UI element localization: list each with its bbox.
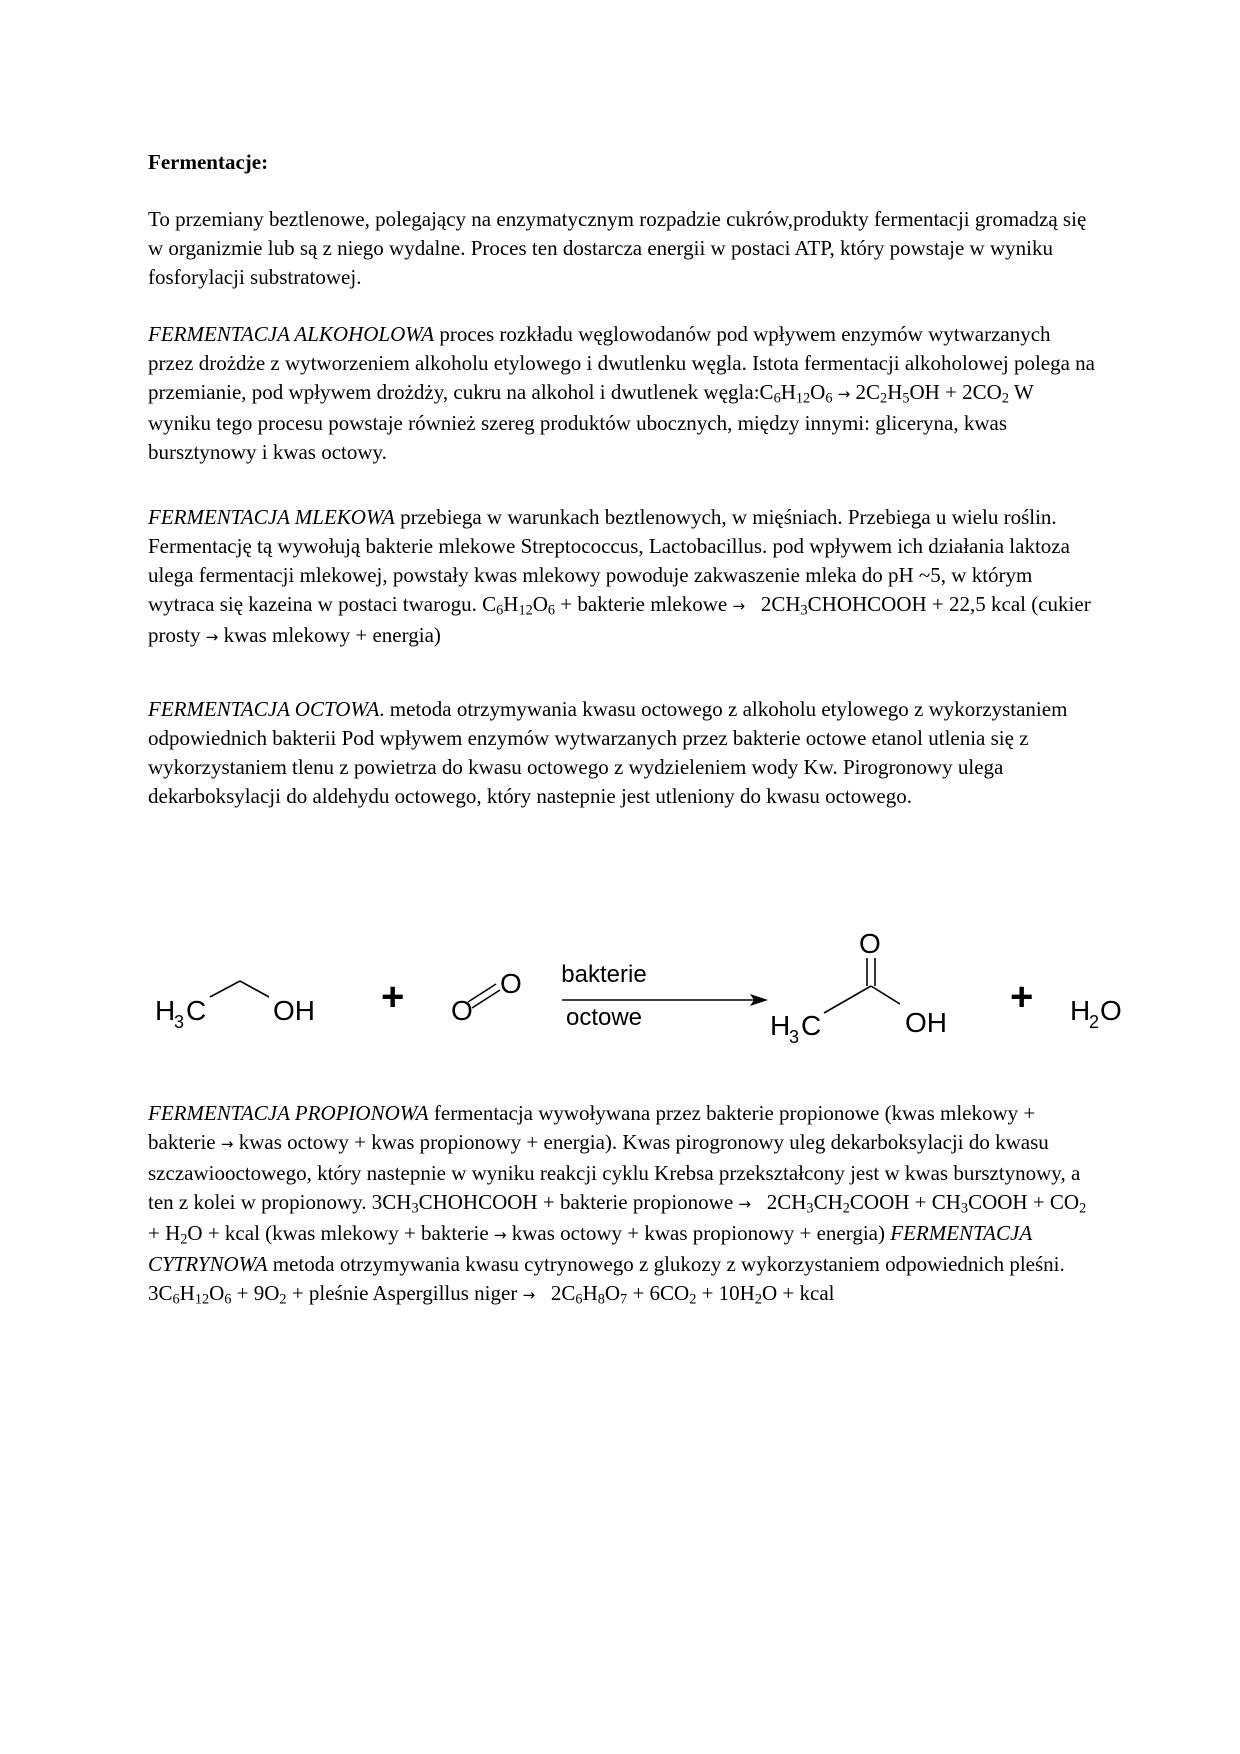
svg-text:H: H	[155, 995, 176, 1026]
alcohol-fermentation-text-after: W wyniku tego procesu powstaje również szereg produktów ubocznych, między innymi: gliceryna, kwas bursztynowy i kwas octowy.	[148, 380, 1034, 464]
alcohol-equation: $C_6H_{12}O_6 \to 2C_2H_5OH + 2CO_2$	[759, 380, 1009, 407]
alcohol-fermentation-text: proces rozkładu węglowodanów pod wpływem enzymów wytwarzanych przez drożdże z wytworzeniem alkoholu etylowego i dwutlenku węgla. Istota fermentacji alkoholowej polega na przemianie, pod wpływem drożdży, cukru na alkohol i dwutlenek węgla:	[148, 322, 1095, 404]
propionic-fermentation-title: FERMENTACJA PROPIONOWA	[148, 1101, 429, 1125]
reaction-arrow-icon: →	[522, 1286, 536, 1304]
reaction-arrow-group	[561, 961, 768, 1031]
page-heading: Fermentacje:	[148, 150, 269, 174]
propionic-text-1: fermentacja wywoływana przez bakterie propionowe (kwas mlekowy + bakterie	[148, 1101, 1036, 1154]
lactic-equation-middle: + bakterie mlekowe	[555, 592, 733, 616]
intro-paragraph: To przemiany beztlenowe, polegający na enzymatycznym rozpadzie cukrów,produkty fermentacji gromadzą się w organizmie lub są z niego wydalne. Proces ten dostarcza energii w postaci ATP, który powstaje w wyniku fosforylacji substratowej.	[148, 207, 1087, 289]
lactic-fermentation-text: przebiega w warunkach beztlenowych, w mięśniach. Przebiega u wielu roślin. Fermentację tą wywołują bakterie mlekowe Streptococcus, Lactobacillus. pod wpływem ich działania laktoza ulega fermentacji mlekowej, powstały kwas mlekowy powoduje zakwaszenie mleka do pH ~5, w którym wytraca się kazeina w postaci twarogu.	[148, 505, 1070, 616]
propionic-equation-middle: + bakterie propionowe	[537, 1190, 739, 1214]
citric-equation-tail: + kcal	[777, 1281, 835, 1305]
propionic-citric-paragraph: FERMENTACJA PROPIONOWA fermentacja wywoływana przez bakterie propionowe (kwas mlekowy + bakterie → kwas octowy + kwas propionowy + energia). Kwas pirogronowy uleg dekarboksylacji do kwasu szczawiooctowego, który nastepnie w wyniku reakcji cyklu Krebsa przekształcony jest w kwas bursztynowy, a ten z kolei w propionowy. $3CH_3CHOHCOOH$ + bakterie propionowe → $2CH_3CH_2COOH$ + $CH_3COOH + CO_2 + H_2O$ + kcal (kwas mlekowy + bakterie → kwas octowy + kwas propionowy + energia) FERMENTACJA CYTRYNOWA metoda otrzymywania kwasu cytrynowego z glukozy z wykorzystaniem odpowiednich pleśni. $3C_6H_{12}O_6 + 9O_2$ + pleśnie Aspergillus niger → $2C_6H_8O_7 + 6CO_2 + 10H_2O$ + kcal	[148, 1101, 1087, 1308]
ethanol-structure	[155, 981, 315, 1032]
acetic-fermentation-paragraph	[148, 695, 1098, 811]
citric-equation-middle: + 9O	[231, 1281, 280, 1305]
svg-text:OH: OH	[905, 1007, 947, 1038]
propionic-equation-tail-1: + kcal (kwas mlekowy + bakterie	[202, 1221, 494, 1245]
svg-text:C: C	[801, 1010, 822, 1041]
reaction-arrow-icon: →	[732, 597, 746, 615]
oxygen-structure	[451, 968, 522, 1026]
reaction-arrow-icon: →	[837, 385, 851, 403]
alcohol-fermentation-title: FERMENTACJA ALKOHOLOWA	[148, 322, 435, 346]
plus-sign: +	[381, 975, 405, 1019]
acetic-fermentation-text: . metoda otrzymywania kwasu octowego z alkoholu etylowego z wykorzystaniem odpowiednich bakterii Pod wpływem enzymów wytwarzanych przez bakterie octowe etanol utlenia się z wykorzystaniem tlenu z powietrza do kwasu octowego z wydzieleniem wody Kw. Pirogronowy ulega dekarboksylacji do aldehydu octowego, który nastepnie jest utleniony do kwasu octowego.	[148, 697, 1068, 808]
lactic-fermentation-paragraph: FERMENTACJA MLEKOWA przebiega w warunkach beztlenowych, w mięśniach. Przebiega u wielu roślin. Fermentację tą wywołują bakterie mlekowe Streptococcus, Lactobacillus. pod wpływem ich działania laktoza ulega fermentacji mlekowej, powstały kwas mlekowy powoduje zakwaszenie mleka do pH ~5, w którym wytraca się kazeina w postaci twarogu. $C_6H_{12}O_6$ + bakterie mlekowe → $2CH_3CHOHCOOH + 22,5$ kcal (cukier prosty → kwas mlekowy + energia)	[148, 505, 1091, 647]
svg-text:OH: OH	[273, 995, 315, 1026]
reaction-arrow-icon: →	[205, 628, 219, 646]
svg-text:O: O	[859, 928, 881, 959]
acetic-acid-structure	[770, 928, 947, 1047]
svg-text:O: O	[500, 968, 522, 999]
citric-text: metoda otrzymywania kwasu cytrynowego z glukozy z wykorzystaniem odpowiednich pleśni.	[267, 1252, 1065, 1276]
citric-fermentation-title: FERMENTACJA CYTRYNOWA	[148, 1221, 1032, 1276]
svg-text:O: O	[1100, 995, 1122, 1026]
svg-text:3: 3	[174, 1012, 185, 1032]
svg-text:H: H	[770, 1010, 791, 1041]
alcohol-fermentation-paragraph	[148, 320, 1098, 467]
water-structure	[1070, 995, 1122, 1032]
lactic-equation-energy: + 22,5 kcal (cukier prosty	[148, 592, 1091, 647]
reaction-arrow-icon: →	[493, 1226, 507, 1244]
reaction-arrow-icon: →	[738, 1195, 751, 1213]
lactic-equation-tail: kwas mlekowy + energia)	[218, 623, 441, 647]
acetic-fermentation-title: FERMENTACJA OCTOWA	[148, 697, 380, 721]
svg-text:C: C	[186, 995, 207, 1026]
citric-equation-fungi: + pleśnie Aspergillus niger	[286, 1281, 523, 1305]
propionic-text-2: kwas octowy + kwas propionowy + energia). Kwas pirogronowy uleg dekarboksylacji do kwasu szczawiooctowego, który nastepnie w wyniku reakcji cyklu Krebsa przekształcony jest w kwas bursztynowy, a ten z kolei w propionowy.	[148, 1130, 1081, 1214]
svg-text:O: O	[451, 995, 473, 1026]
svg-text:3: 3	[789, 1027, 800, 1047]
reaction-arrow-icon: →	[220, 1135, 234, 1153]
acetic-reaction-diagram	[148, 920, 1148, 1070]
plus-sign: +	[1010, 975, 1034, 1019]
lactic-fermentation-title: FERMENTACJA MLEKOWA	[148, 505, 395, 529]
svg-text:H: H	[1070, 995, 1091, 1026]
arrow-label-bottom: octowe	[565, 1004, 643, 1031]
acetic-reaction-figure	[148, 920, 1148, 1070]
propionic-equation-tail-2: kwas octowy + kwas propionowy + energia)	[506, 1221, 891, 1245]
svg-text:2: 2	[1089, 1012, 1100, 1032]
arrow-label-top: bakterie	[561, 961, 647, 988]
